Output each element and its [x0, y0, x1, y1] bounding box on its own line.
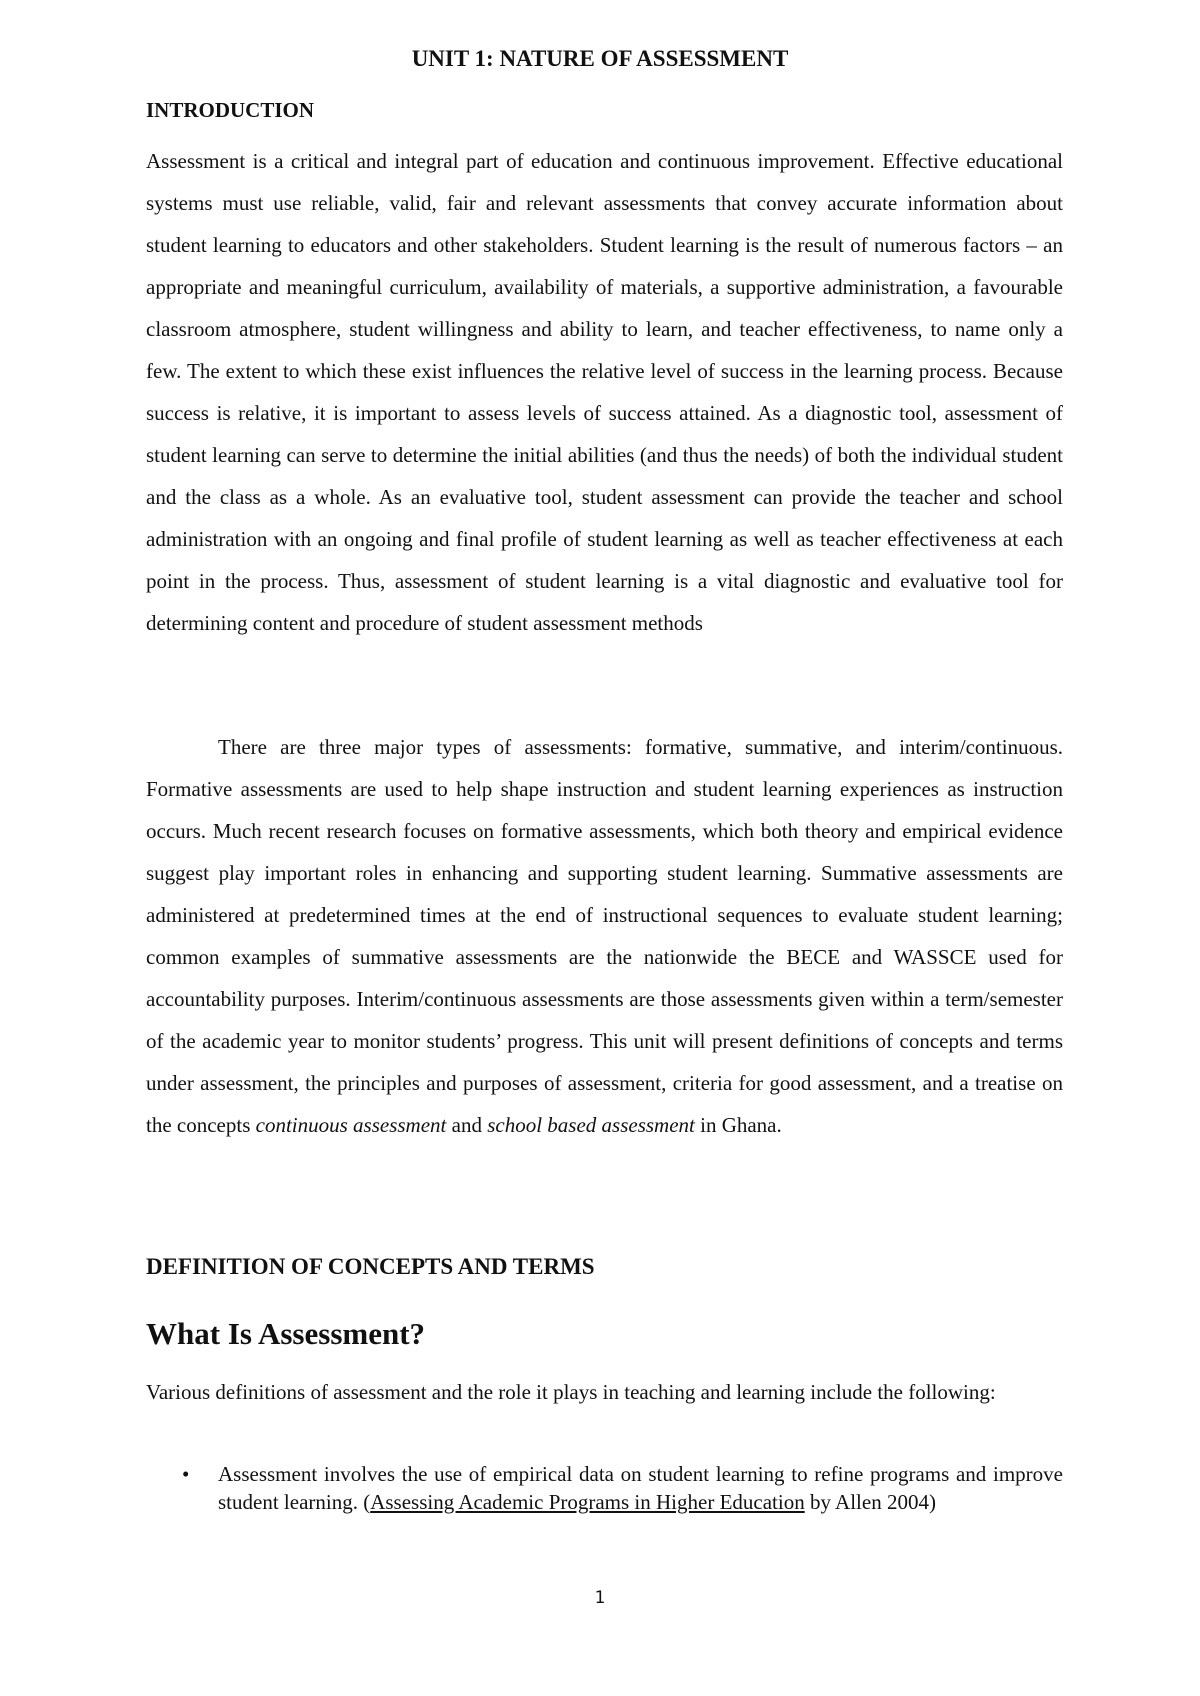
list-item [146, 1460, 1063, 1516]
conjunction-text: and [446, 1113, 488, 1137]
definitions-heading: DEFINITION OF CONCEPTS AND TERMS [146, 1254, 595, 1279]
paragraph-ending: in Ghana. [694, 1113, 782, 1137]
continuous-assessment-term: continuous assessment [255, 1113, 447, 1137]
definitions-list [146, 1460, 1063, 1516]
introduction-paragraph: Assessment is a critical and integral part of education and continuous improvement. Effective educational systems must use reliable, valid, fair and relevant assessments that convey accurate information about student learning to educators and other stakeholders. Student learning is the result of numerous factors – an appropriate and meaningful curriculum, availability of materials, a supportive administration, a favourable classroom atmosphere, student willingness and ability to learn, and teacher effectiveness, to name only a few. The extent to which these exist influences the relative level of success in the learning process. Because success is relative, it is important to assess levels of success attained. As a diagnostic tool, assessment of student learning can serve to determine the initial abilities (and thus the needs) of both the individual student and the class as a whole. As an evaluative tool, student assessment can provide the teacher and school administration with an ongoing and final profile of student learning as well as teacher effectiveness at each point in the process. Thus, assessment of student learning is a vital diagnostic and evaluative tool for determining content and procedure of student assessment methods [146, 149, 1063, 635]
assessment-types-text: There are three major types of assessments: formative, summative, and interim/continuous. Formative assessments are used to help shape instruction and student learning experiences as instruction occurs. Much recent research focuses on formative assessments, which both theory and empirical evidence suggest play important roles in enhancing and supporting student learning. Summative assessments are administered at predetermined times at the end of instructional sequences to evaluate student learning; common examples of summative assessments are the nationwide the BECE and WASSCE used for accountability purposes. Interim/continuous assessments are those assessments given within a term/semester of the academic year to monitor students’ progress. This unit will present definitions of concepts and terms under assessment, the principles and purposes of assessment, criteria for good assessment, and a treatise on the concepts [146, 735, 1063, 1137]
reference-title: Assessing Academic Programs in Higher Education [370, 1490, 805, 1514]
unit-title: UNIT 1: NATURE OF ASSESSMENT [411, 46, 789, 71]
definition-text: Assessment involves the use of empirical data on student learning to refine programs and improve student learning. ( [218, 1462, 1063, 1514]
reference-author: by Allen 2004) [804, 1490, 936, 1514]
assessment-types-paragraph-container [146, 726, 1063, 1146]
assessment-types-paragraph [146, 726, 1063, 1146]
page-number: 1 [594, 1588, 606, 1608]
what-is-assessment-heading: What Is Assessment? [146, 1316, 426, 1351]
introduction-heading: INTRODUCTION [146, 98, 315, 122]
school-based-assessment-term: school based assessment [487, 1113, 695, 1137]
bullet-icon: • [182, 1462, 190, 1486]
introduction-paragraph-container [146, 140, 1063, 644]
definitions-intro-paragraph: Various definitions of assessment and the role it plays in teaching and learning include the following: [146, 1380, 996, 1404]
